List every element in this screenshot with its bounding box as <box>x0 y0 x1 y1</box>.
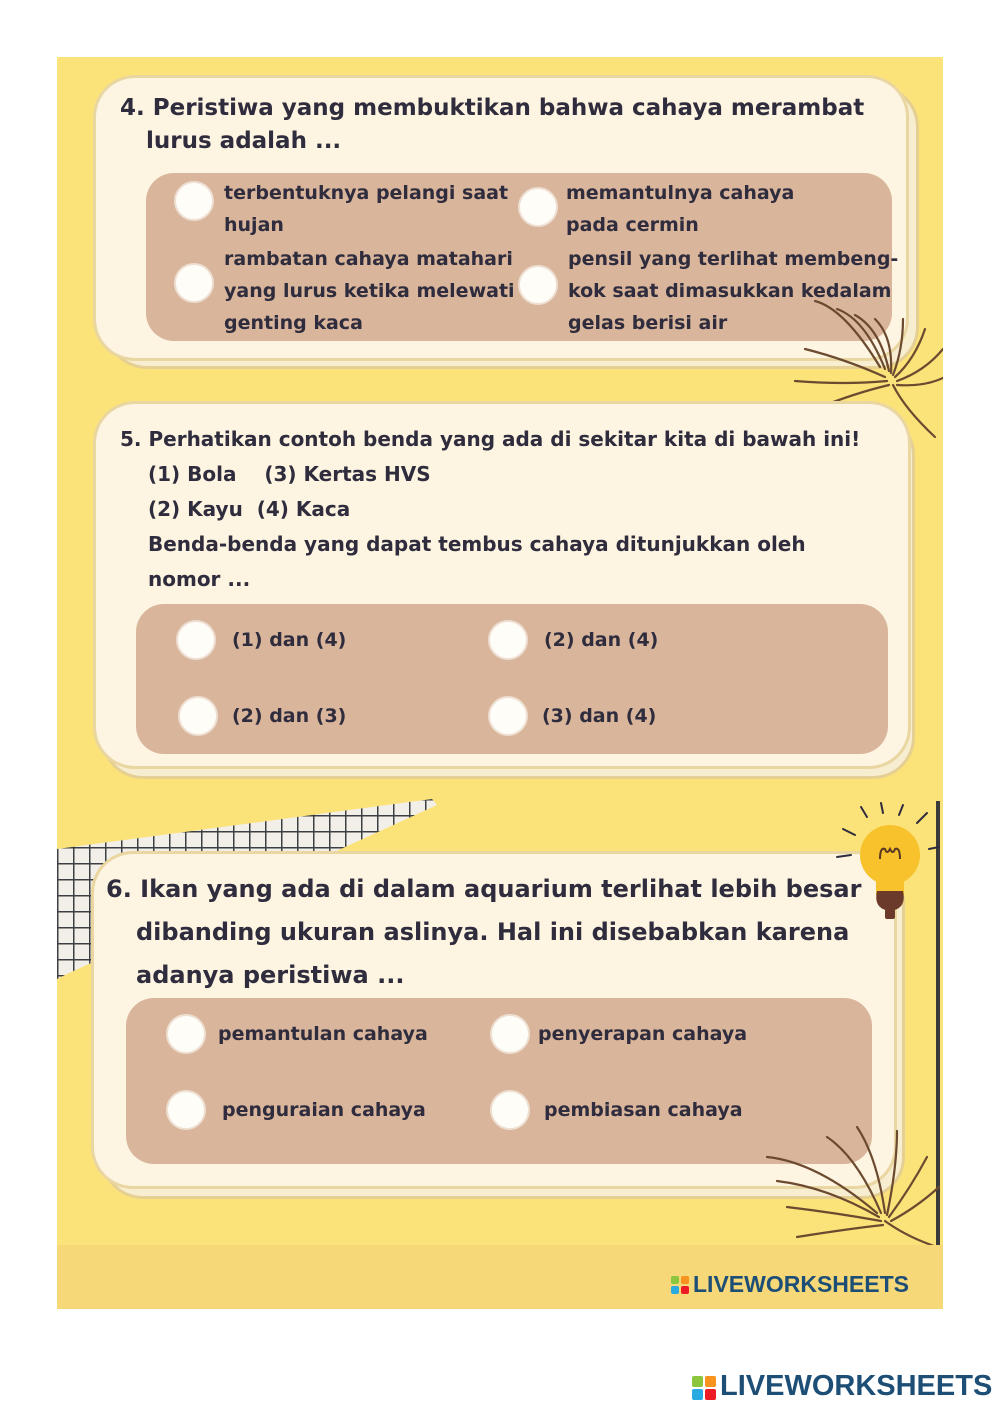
option-line: kok saat dimasukkan kedalam <box>568 280 892 302</box>
option-line: pada cermin <box>566 214 699 236</box>
option-b-label: penyerapan cahaya <box>538 1023 748 1045</box>
question-text-line: Benda-benda yang dapat tembus cahaya ditunjukkan oleh <box>148 532 806 556</box>
logo-square <box>705 1376 716 1387</box>
option-d-radio[interactable] <box>490 1090 530 1130</box>
option-c-label <box>224 243 515 339</box>
logo-square <box>671 1286 679 1294</box>
option-line: terbentuknya pelangi saat <box>224 182 509 204</box>
option-c-label: (2) dan (3) <box>232 705 347 727</box>
question-6-text <box>106 868 861 997</box>
option-a-label: (1) dan (4) <box>232 629 347 651</box>
question-text-line: adanya peristiwa ... <box>136 961 405 989</box>
brand-name-footer[interactable]: LIVEWORKSHEETS <box>720 1370 993 1402</box>
option-line: hujan <box>224 214 284 236</box>
question-5-card <box>93 401 911 769</box>
question-text-line: 5. Perhatikan contoh benda yang ada di sekitar kita di bawah ini! <box>120 427 861 451</box>
question-text-line: 4. Peristiwa yang membuktikan bahwa cahaya merambat <box>120 95 865 121</box>
logo-square <box>692 1389 703 1400</box>
option-d-label: (3) dan (4) <box>542 705 657 727</box>
question-text-line: dibanding ukuran aslinya. Hal ini disebabkan karena <box>136 918 850 946</box>
option-c-radio[interactable] <box>178 696 218 736</box>
question-text-line: 6. Ikan yang ada di dalam aquarium terlihat lebih besar <box>106 875 862 903</box>
option-a-radio[interactable] <box>174 181 214 221</box>
option-d-radio[interactable] <box>518 265 558 305</box>
option-line: pensil yang terlihat membeng- <box>568 248 899 270</box>
question-text-line: (2) Kayu (4) Kaca <box>148 497 351 521</box>
question-5-text <box>120 422 860 597</box>
option-c-radio[interactable] <box>166 1090 206 1130</box>
question-4-text <box>120 92 864 159</box>
option-c-radio[interactable] <box>174 263 214 303</box>
option-d-label: pembiasan cahaya <box>544 1099 743 1121</box>
option-a-label <box>224 177 508 241</box>
logo-square <box>681 1286 689 1294</box>
question-4-options <box>146 173 899 341</box>
logo-square <box>671 1276 679 1284</box>
option-a-label: pemantulan cahaya <box>218 1023 428 1045</box>
worksheet-page <box>57 57 943 1309</box>
option-line: yang lurus ketika melewati <box>224 280 515 302</box>
option-line: rambatan cahaya matahari <box>224 248 513 270</box>
brand-name: LIVEWORKSHEETS <box>693 1271 909 1297</box>
option-b-radio[interactable] <box>490 1014 530 1054</box>
option-line: genting kaca <box>224 312 363 334</box>
liveworksheets-logo-icon <box>692 1376 716 1400</box>
option-b-label <box>566 177 794 241</box>
option-a-radio[interactable] <box>166 1014 206 1054</box>
option-a-radio[interactable] <box>176 620 216 660</box>
question-text-line: lurus adalah ... <box>146 128 342 155</box>
option-c-label: penguraian cahaya <box>222 1099 426 1121</box>
option-b-label: (2) dan (4) <box>544 629 659 651</box>
logo-square <box>681 1276 689 1284</box>
question-text-line: (1) Bola (3) Kertas HVS <box>148 462 431 486</box>
logo-square <box>692 1376 703 1387</box>
logo-square <box>705 1389 716 1400</box>
question-5-options <box>136 604 888 754</box>
liveworksheets-logo-icon <box>671 1276 689 1294</box>
option-b-radio[interactable] <box>488 620 528 660</box>
option-line: memantulnya cahaya <box>566 182 795 204</box>
leaf-decoration-icon <box>757 1117 943 1247</box>
option-line: gelas berisi air <box>568 312 728 334</box>
question-text-line: nomor ... <box>148 567 251 591</box>
lightbulb-icon <box>833 799 943 929</box>
option-d-radio[interactable] <box>488 696 528 736</box>
option-b-radio[interactable] <box>518 187 558 227</box>
